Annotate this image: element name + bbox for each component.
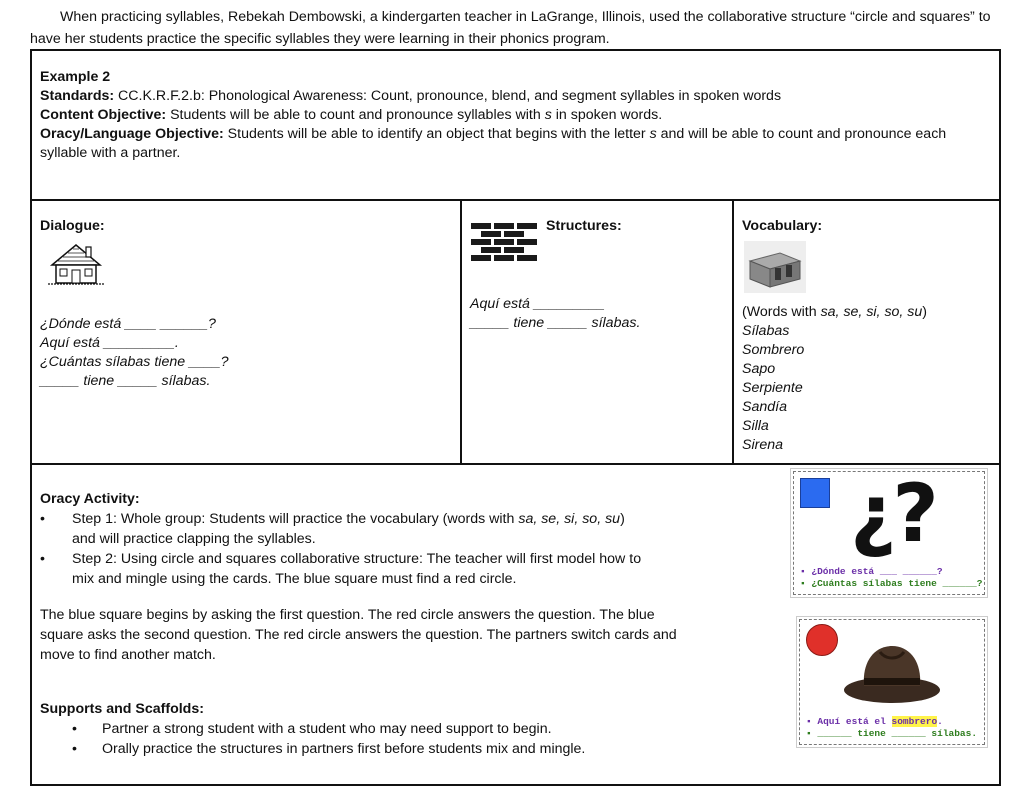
structure-line: Aquí está _________ <box>470 296 605 312</box>
brick-wall-icon <box>469 221 541 267</box>
vocab-word: Sapo <box>742 361 776 377</box>
oracy-objective-line: Oracy/Language Objective: Students will be able to identify an object that begins with the letter s and will be able to count and pronounce each syllable with a partner. <box>40 126 947 161</box>
dialogue-line: Aquí está _________. <box>40 335 179 351</box>
card-question-1: ▪ ¿Dónde está ___ ______? <box>800 566 943 577</box>
question-marks-icon: ¿? <box>850 467 935 560</box>
vocab-word: Sílabas <box>742 323 790 339</box>
vocabulary-list <box>742 303 927 455</box>
dialogue-line: ¿Dónde está ____ ______? <box>40 316 216 332</box>
lesson-table <box>30 49 1001 786</box>
vocab-word: Serpiente <box>742 380 803 396</box>
card-answer-1: ▪ Aquí está el sombrero. <box>806 716 943 727</box>
standards-line: Standards: CC.K.R.F.2.b: Phonological Awareness: Count, pronounce, blend, and segment syllables in spoken words <box>40 88 782 104</box>
step-1: • Step 1: Whole group: Students will practice the vocabulary (words with sa, se, si, so, su) and will practice clapping the syllables. <box>40 509 790 549</box>
support-item: • Orally practice the structures in partners first before students mix and mingle. <box>40 739 790 759</box>
dialogue-line: _____ tiene _____ sílabas. <box>40 373 211 389</box>
vocabulary-cell <box>734 201 999 463</box>
objectives-section <box>32 51 999 201</box>
card-answer-2: ▪ ______ tiene ______ sílabas. <box>806 728 978 739</box>
red-circle-card <box>799 619 985 745</box>
oracy-activity-section <box>32 465 999 786</box>
intro-paragraph <box>30 6 995 50</box>
support-item: • Partner a strong student with a student who may need support to begin. <box>40 719 790 739</box>
activity-paragraph: The blue square begins by asking the first question. The red circle answers the question. The blue square asks the second question. The red circle answers the question. The partners switch cards and move to find another match. <box>40 607 677 663</box>
house-icon <box>46 241 106 287</box>
dialogue-cell <box>32 201 462 463</box>
structures-heading: Structures: <box>546 218 622 234</box>
vocabulary-heading: Vocabulary: <box>742 218 823 234</box>
card-question-2: ▪ ¿Cuántas sílabas tiene ______? <box>800 578 983 589</box>
vocab-word: Sombrero <box>742 342 805 358</box>
cinder-block-icon <box>744 241 806 293</box>
activity-steps <box>40 509 790 589</box>
structures-lines <box>470 295 640 333</box>
vocab-word: Sandía <box>742 399 787 415</box>
supports-heading: Supports and Scaffolds: <box>40 701 204 717</box>
blue-square-icon <box>800 478 830 508</box>
vocabulary-note: (Words with sa, se, si, so, su) <box>742 304 928 320</box>
dialogue-lines <box>40 315 229 391</box>
content-objective-line: Content Objective: Students will be able to count and pronounce syllables with s in spoken words. <box>40 107 663 123</box>
example-title: Example 2 <box>40 69 111 85</box>
activity-heading: Oracy Activity: <box>40 491 140 507</box>
blue-square-card <box>793 467 985 595</box>
vocab-word: Silla <box>742 418 769 434</box>
vocab-word: Sirena <box>742 437 784 453</box>
step-2: • Step 2: Using circle and squares collaborative structure: The teacher will first model how to mix and mingle using the cards. The blue square must find a red circle. <box>40 549 790 589</box>
dialogue-line: ¿Cuántas sílabas tiene ____? <box>40 354 229 370</box>
language-supports-row <box>32 201 999 465</box>
dialogue-heading: Dialogue: <box>40 218 105 234</box>
structures-cell <box>462 201 734 463</box>
fedora-hat-icon <box>840 638 944 706</box>
red-circle-icon <box>806 624 838 656</box>
supports-list <box>40 719 790 759</box>
intro-text: When practicing syllables, Rebekah Dembowski, a kindergarten teacher in LaGrange, Illinois, used the collaborative structure “circle and squares” to have her students practice the specific syllables they were learning in their phonics program. <box>30 9 991 47</box>
structure-line: _____ tiene _____ sílabas. <box>470 315 641 331</box>
